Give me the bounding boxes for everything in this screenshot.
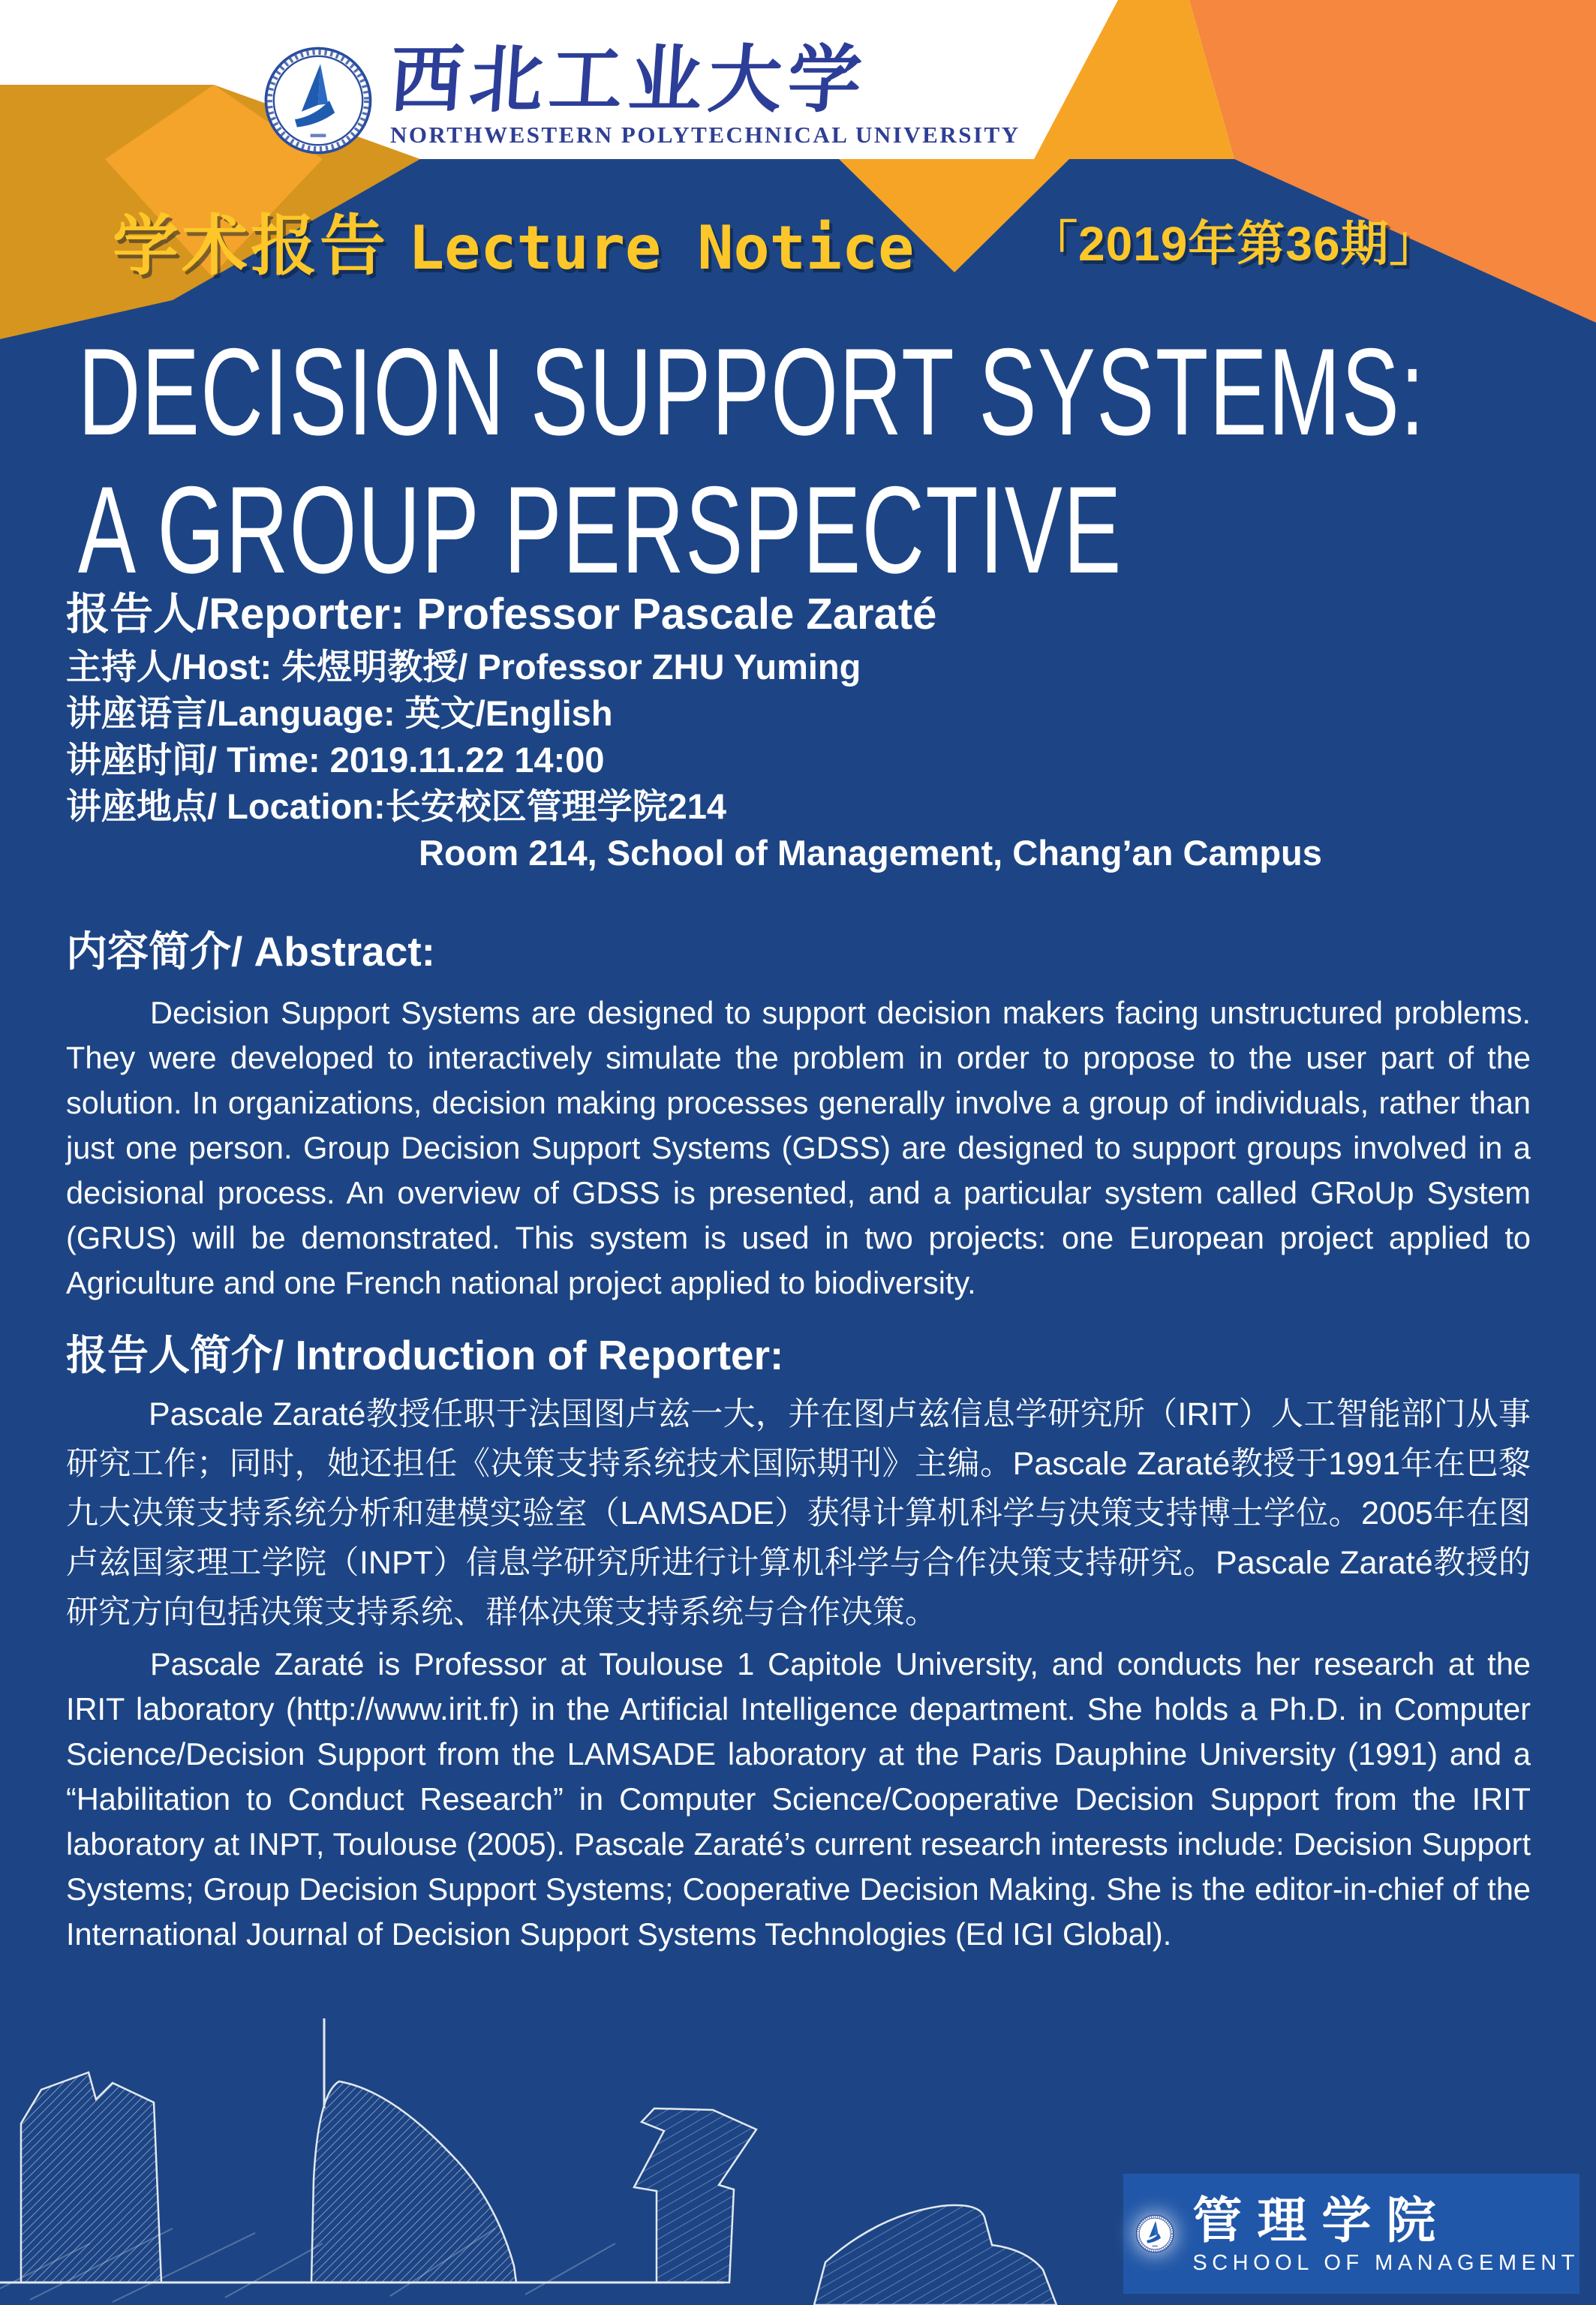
location-english-line: Room 214, School of Management, Chang’an Campus	[419, 833, 1322, 873]
school-of-management-logo-box	[1123, 2174, 1579, 2294]
host-line: 主持人/Host: 朱煜明教授/ Professor ZHU Yuming	[66, 647, 861, 687]
university-name-block	[387, 38, 1020, 149]
lecture-notice-header-en: Lecture Notice	[408, 213, 915, 283]
skyline-hill	[814, 2205, 1056, 2305]
time-line: 讲座时间/ Time: 2019.11.22 14:00	[66, 740, 605, 780]
skyline-pavilion	[634, 2108, 756, 2282]
main-title-line2: A GROUP PERSPECTIVE	[78, 461, 1123, 599]
university-name-en: NORTHWESTERN POLYTECHNICAL UNIVERSITY	[390, 122, 1020, 148]
abstract-heading: 内容简介/ Abstract:	[66, 928, 435, 975]
school-seal-icon	[1135, 2189, 1174, 2278]
introduction-paragraph-en: Pascale Zaraté is Professor at Toulouse 1 Capitole University, and conducts her research at the IRIT laboratory (http://www.irit.fr) in the Artificial Intelligence department. She holds a Ph.D. in Computer Science/Decision Support from the LAMSADE laboratory at the Paris Dauphine University (1991) and a “Habilitation to Conduct Research” in Computer Science/Cooperative Decision Support from the IRIT laboratory at INPT, Toulouse (2005). Pascale Zaraté’s current research interests include: Decision Support Systems; Group Decision Support Systems; Cooperative Decision Making. She is the editor-in-chief of the International Journal of Decision Support Systems Technologies (Ed IGI Global).	[66, 1646, 1531, 1952]
university-name-cn: 西北工业大学	[387, 38, 870, 121]
main-title-line1: DECISION SUPPORT SYSTEMS:	[78, 323, 1426, 461]
school-name-block	[1192, 2192, 1579, 2276]
school-name-cn: 管理学院	[1192, 2192, 1451, 2248]
introduction-heading: 报告人简介/ Introduction of Reporter:	[66, 1332, 784, 1378]
university-logo	[263, 39, 1020, 156]
skyline-tower	[21, 2072, 161, 2282]
abstract-paragraph: Decision Support Systems are designed to support decision makers facing unstructured problems. They were developed to interactively simulate the problem in order to propose to the user part of the solution. In organizations, decision making processes generally involve a group of individuals, rather than just one person. Group Decision Support Systems (GDSS) are designed to support groups involved in a decisional process. An overview of GDSS is presented, and a particular system called GRoUp System (GRUS) will be demonstrated. This system is used in two projects: one European project applied to Agriculture and one French national project applied to biodiversity.	[66, 995, 1531, 1300]
issue-number-badge: 「2019年第36期」	[1029, 217, 1438, 271]
location-line: 讲座地点/ Location:长安校区管理学院214	[66, 786, 727, 826]
reporter-line: 报告人/Reporter: Professor Pascale Zaraté	[66, 590, 937, 639]
language-line: 讲座语言/Language: 英文/English	[66, 693, 613, 733]
city-skyline-sketch	[0, 2018, 1141, 2305]
skyline-dome	[311, 2081, 516, 2282]
introduction-paragraph-cn: Pascale Zaraté教授任职于法国图卢兹一大，并在图卢兹信息学研究所（IRIT）人工智能部门从事研究工作；同时，她还担任《决策支持系统技术国际期刊》主编。Pascale Zaraté教授于1991年在巴黎九大决策支持系统分析和建模实验室（LAMSADE）获得计算机科学与决策支持博士学位。2005年在图卢兹国家理工学院（INPT）信息学研究所进行计算机科学与合作决策支持研究。Pascale Zaraté教授的研究方向包括决策支持系统、群体决策支持系统与合作决策。	[66, 1396, 1531, 1630]
school-name-en: SCHOOL OF MANAGEMENT	[1192, 2250, 1579, 2275]
lecture-notice-header-cn: 学术报告	[113, 209, 389, 283]
lecture-notice-header	[113, 194, 914, 288]
university-seal-icon	[263, 45, 374, 156]
content-column	[66, 585, 1531, 1957]
